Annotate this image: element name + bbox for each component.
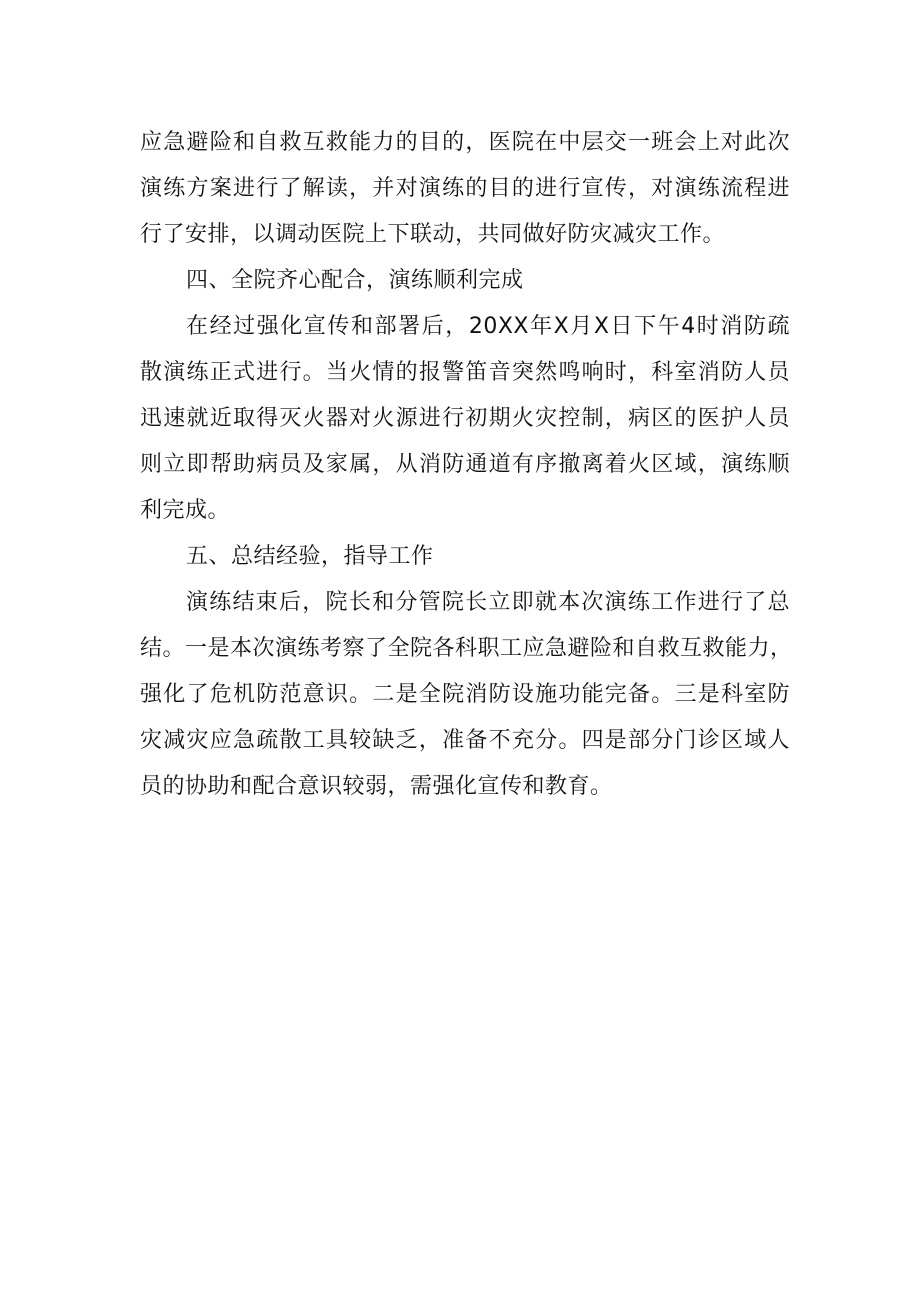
paragraph-line: 演练方案进行了解读，并对演练的目的进行宣传，对演练流程进 xyxy=(140,176,790,201)
paragraph-line: 员的协助和配合意识较弱，需强化宣传和教育。 xyxy=(140,774,613,799)
paragraph-line: 散演练正式进行。当火情的报警笛音突然鸣响时，科室消防人员 xyxy=(140,360,790,385)
paragraph-line: 在经过强化宣传和部署后，20XX年X月X日下午4时消防疏 xyxy=(186,314,790,339)
document-body xyxy=(140,120,793,810)
paragraph-line: 结。一是本次演练考察了全院各科职工应急避险和自救互救能力， xyxy=(140,636,793,661)
paragraph-line: 灾减灾应急疏散工具较缺乏，准备不充分。四是部分门诊区域人 xyxy=(140,728,790,753)
section-heading: 四、全院齐心配合，演练顺利完成 xyxy=(186,268,524,293)
paragraph-line: 则立即帮助病员及家属，从消防通道有序撤离着火区域，演练顺 xyxy=(140,452,790,477)
paragraph-line: 演练结束后，院长和分管院长立即就本次演练工作进行了总 xyxy=(186,590,790,615)
paragraph-line: 迅速就近取得灭火器对火源进行初期火灾控制，病区的医护人员 xyxy=(140,406,790,431)
paragraph-line: 利完成。 xyxy=(140,498,231,523)
paragraph-line: 行了安排，以调动医院上下联动，共同做好防灾减灾工作。 xyxy=(140,222,726,247)
paragraph-line: 强化了危机防范意识。二是全院消防设施功能完备。三是科室防 xyxy=(140,682,790,707)
paragraph-line: 应急避险和自救互救能力的目的，医院在中层交一班会上对此次 xyxy=(140,130,790,155)
section-heading: 五、总结经验，指导工作 xyxy=(186,544,434,569)
